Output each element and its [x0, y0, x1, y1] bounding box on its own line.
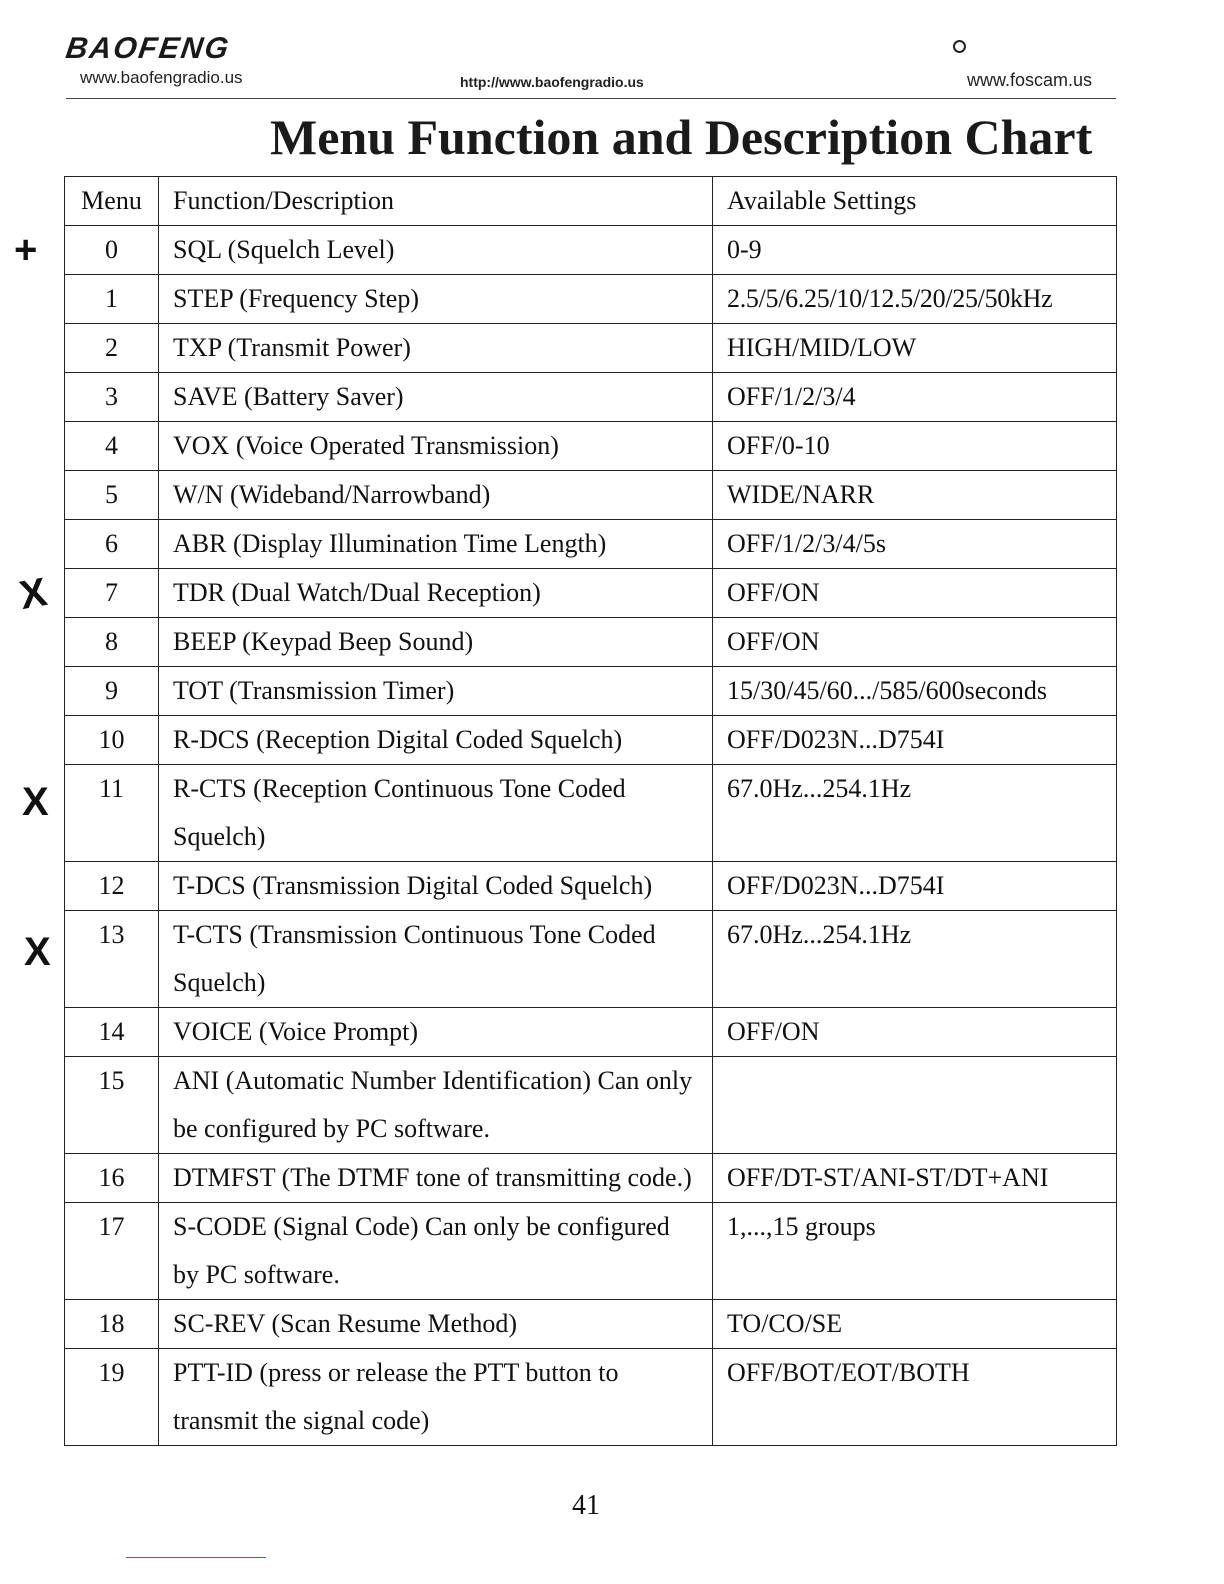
table-row — [65, 911, 1117, 1008]
function-description: STEP (Frequency Step) — [159, 275, 713, 324]
table-header-row — [65, 177, 1117, 226]
available-settings: OFF/D023N...D754I — [713, 716, 1117, 765]
menu-number: 13 — [65, 911, 159, 1008]
function-description: BEEP (Keypad Beep Sound) — [159, 618, 713, 667]
table-row — [65, 1008, 1117, 1057]
menu-number: 4 — [65, 422, 159, 471]
available-settings: OFF/BOT/EOT/BOTH — [713, 1349, 1117, 1446]
available-settings: OFF/1/2/3/4 — [713, 373, 1117, 422]
table-row — [65, 765, 1117, 862]
table-row — [65, 471, 1117, 520]
table-row — [65, 275, 1117, 324]
function-description: S-CODE (Signal Code) Can only be configured by PC software. — [159, 1203, 713, 1300]
table-row — [65, 1057, 1117, 1154]
handwritten-plus-mark: + — [14, 228, 38, 272]
menu-number: 12 — [65, 862, 159, 911]
available-settings: 1,...,15 groups — [713, 1203, 1117, 1300]
menu-number: 16 — [65, 1154, 159, 1203]
table-row — [65, 373, 1117, 422]
table-row — [65, 1203, 1117, 1300]
table-row — [65, 862, 1117, 911]
available-settings: WIDE/NARR — [713, 471, 1117, 520]
menu-number: 0 — [65, 226, 159, 275]
available-settings: OFF/0-10 — [713, 422, 1117, 471]
site-url-center: http://www.baofengradio.us — [460, 74, 644, 90]
function-description: PTT-ID (press or release the PTT button to transmit the signal code) — [159, 1349, 713, 1446]
menu-number: 3 — [65, 373, 159, 422]
function-description: W/N (Wideband/Narrowband) — [159, 471, 713, 520]
link-underline — [126, 1557, 266, 1558]
function-description: T-DCS (Transmission Digital Coded Squelch) — [159, 862, 713, 911]
function-description: SQL (Squelch Level) — [159, 226, 713, 275]
table-row — [65, 618, 1117, 667]
menu-number: 6 — [65, 520, 159, 569]
menu-number: 2 — [65, 324, 159, 373]
menu-number: 8 — [65, 618, 159, 667]
menu-number: 17 — [65, 1203, 159, 1300]
header-menu: Menu — [65, 177, 159, 226]
available-settings: OFF/ON — [713, 569, 1117, 618]
available-settings: HIGH/MID/LOW — [713, 324, 1117, 373]
available-settings: OFF/ON — [713, 618, 1117, 667]
page-number: 41 — [572, 1490, 600, 1521]
table-row — [65, 667, 1117, 716]
table-row — [65, 1154, 1117, 1203]
function-description: R-DCS (Reception Digital Coded Squelch) — [159, 716, 713, 765]
page-title: Menu Function and Description Chart — [270, 109, 1093, 165]
function-description: TDR (Dual Watch/Dual Reception) — [159, 569, 713, 618]
registered-dot-icon — [953, 40, 966, 53]
table-row — [65, 569, 1117, 618]
menu-number: 10 — [65, 716, 159, 765]
table-row — [65, 422, 1117, 471]
function-description: TXP (Transmit Power) — [159, 324, 713, 373]
menu-chart-table — [64, 176, 1117, 1446]
table-row — [65, 716, 1117, 765]
available-settings: OFF/ON — [713, 1008, 1117, 1057]
function-description: TOT (Transmission Timer) — [159, 667, 713, 716]
available-settings: OFF/DT-ST/ANI-ST/DT+ANI — [713, 1154, 1117, 1203]
available-settings: OFF/D023N...D754I — [713, 862, 1117, 911]
available-settings: 0-9 — [713, 226, 1117, 275]
table-row — [65, 324, 1117, 373]
table-row — [65, 1349, 1117, 1446]
table-row — [65, 520, 1117, 569]
menu-number: 7 — [65, 569, 159, 618]
function-description: R-CTS (Reception Continuous Tone Coded Squelch) — [159, 765, 713, 862]
function-description: ANI (Automatic Number Identification) Can only be configured by PC software. — [159, 1057, 713, 1154]
header-function: Function/Description — [159, 177, 713, 226]
function-description: VOICE (Voice Prompt) — [159, 1008, 713, 1057]
menu-number: 5 — [65, 471, 159, 520]
menu-number: 15 — [65, 1057, 159, 1154]
table-row — [65, 1300, 1117, 1349]
available-settings — [713, 1057, 1117, 1154]
menu-number: 1 — [65, 275, 159, 324]
function-description: ABR (Display Illumination Time Length) — [159, 520, 713, 569]
menu-number: 9 — [65, 667, 159, 716]
baofeng-logo: BAOFENG — [63, 32, 233, 65]
menu-number: 19 — [65, 1349, 159, 1446]
function-description: VOX (Voice Operated Transmission) — [159, 422, 713, 471]
header-settings: Available Settings — [713, 177, 1117, 226]
function-description: DTMFST (The DTMF tone of transmitting code.) — [159, 1154, 713, 1203]
menu-number: 14 — [65, 1008, 159, 1057]
table-row — [65, 226, 1117, 275]
handwritten-x-mark: X — [24, 930, 51, 974]
handwritten-x-mark: X — [16, 570, 51, 618]
site-url-right: www.foscam.us — [966, 70, 1092, 90]
available-settings: 2.5/5/6.25/10/12.5/20/25/50kHz — [713, 275, 1117, 324]
available-settings: TO/CO/SE — [713, 1300, 1117, 1349]
function-description: SAVE (Battery Saver) — [159, 373, 713, 422]
available-settings: 67.0Hz...254.1Hz — [713, 911, 1117, 1008]
available-settings: OFF/1/2/3/4/5s — [713, 520, 1117, 569]
available-settings: 67.0Hz...254.1Hz — [713, 765, 1117, 862]
available-settings: 15/30/45/60.../585/600seconds — [713, 667, 1117, 716]
menu-number: 18 — [65, 1300, 159, 1349]
function-description: T-CTS (Transmission Continuous Tone Coded Squelch) — [159, 911, 713, 1008]
site-url-left: www.baofengradio.us — [80, 68, 243, 87]
page-header — [63, 32, 1116, 99]
function-description: SC-REV (Scan Resume Method) — [159, 1300, 713, 1349]
menu-number: 11 — [65, 765, 159, 862]
handwritten-x-mark: X — [22, 780, 49, 824]
